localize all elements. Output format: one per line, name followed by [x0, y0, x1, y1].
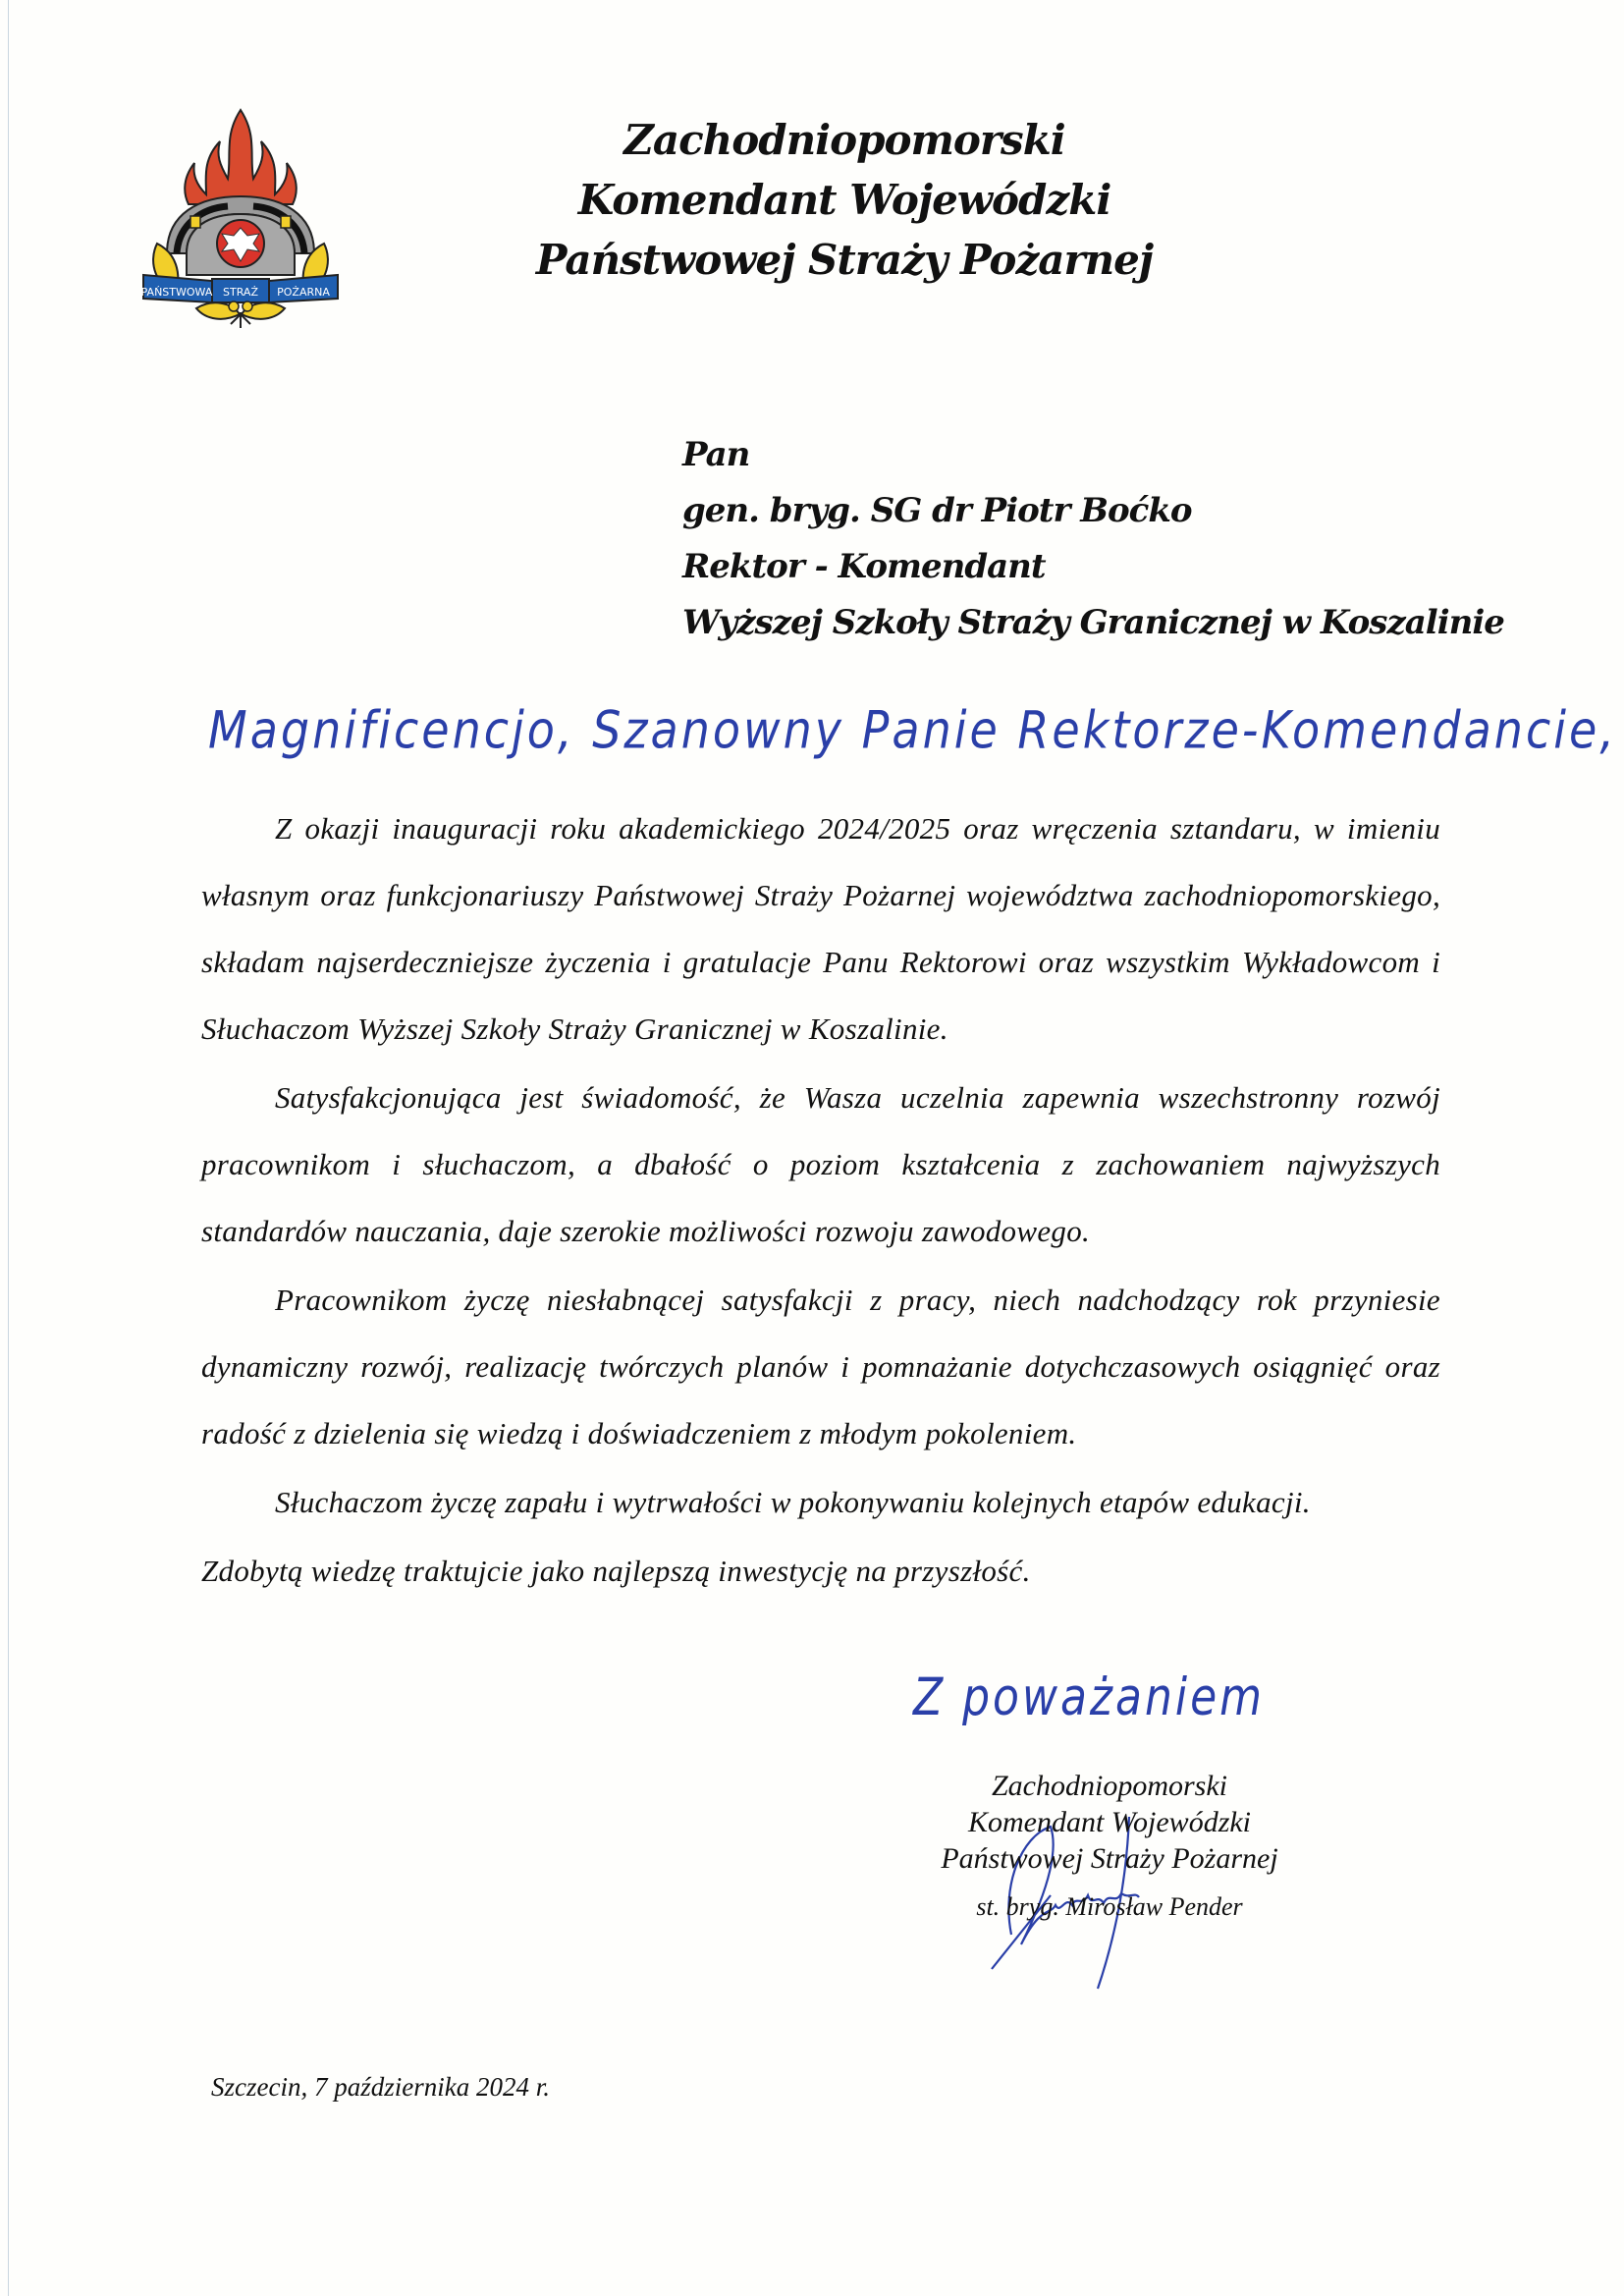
recipient-line: Rektor - Komendant: [682, 547, 1046, 586]
signature-block: [864, 1768, 1355, 1925]
recipient-line: Pan: [682, 435, 750, 474]
recipient-line: Wyższej Szkoły Straży Granicznej w Koszalinie: [682, 603, 1504, 642]
state-fire-service-emblem-icon: [137, 106, 344, 330]
svg-text:STRAŻ: STRAŻ: [223, 286, 258, 299]
svg-text:POŻARNA: POŻARNA: [277, 286, 330, 299]
handwritten-closing: Z poważaniem: [913, 1667, 1266, 1728]
letterhead-title-line: Komendant Wojewódzki: [577, 176, 1111, 224]
signer-title-line: Komendant Wojewódzki: [967, 1806, 1252, 1838]
place-date: Szczecin, 7 października 2024 r.: [211, 2072, 550, 2102]
body-paragraph: Z okazji inauguracji roku akademickiego 2024/2025 oraz wręczenia sztandaru, w imieniu własnym oraz funkcjonariuszy Państwowej Straży Pożarnej województwa zachodniopomorskiego, składam najserdeczniejsze życzenia i gratulacje Panu Rektorowi oraz wszystkim Wykładowcom i Słuchaczom Wyższej Szkoły Straży Granicznej w Koszalinie.: [201, 811, 1440, 1046]
letter-body: [201, 795, 1440, 1607]
body-paragraph: Zdobytą wiedzę traktujcie jako najlepszą inwestycję na przyszłość.: [201, 1554, 1031, 1588]
body-paragraph: Słuchaczom życzę zapału i wytrwałości w pokonywaniu kolejnych etapów edukacji.: [275, 1485, 1311, 1519]
letterhead-title-line: Zachodniopomorski: [623, 116, 1065, 164]
signer-title-line: Zachodniopomorski: [992, 1770, 1227, 1802]
recipient-address: [682, 427, 1504, 651]
body-paragraph: Satysfakcjonująca jest świadomość, że Wasza uczelnia zapewnia wszechstronny rozwój pracownikom i słuchaczom, a dbałość o poziom kształcenia z zachowaniem najwyższych standardów nauczania, daje szerokie możliwości rozwoju zawodowego.: [201, 1080, 1440, 1248]
body-paragraph: Pracownikom życzę niesłabnącej satysfakcji z pracy, niech nadchodzący rok przyniesie dynamiczny rozwój, realizację twórczych planów i pomnażanie dotychczasowych osiągnięć oraz radość z dzielenia się wiedzą i doświadczeniem z młodym pokoleniem.: [201, 1283, 1440, 1450]
letterhead-title: [511, 110, 1178, 290]
recipient-line: gen. bryg. SG dr Piotr Boćko: [682, 491, 1192, 530]
letterhead-title-line: Państwowej Straży Pożarnej: [535, 236, 1154, 284]
signer-title-line: Państwowej Straży Pożarnej: [941, 1842, 1278, 1875]
scan-edge-line: [8, 0, 9, 2296]
handwritten-salutation: Magnificencjo, Szanowny Panie Rektorze-Komendancie,: [208, 699, 1617, 761]
signer-name: st. bryg. Mirosław Pender: [976, 1892, 1243, 1921]
svg-text:PAŃSTWOWA: PAŃSTWOWA: [140, 286, 213, 299]
